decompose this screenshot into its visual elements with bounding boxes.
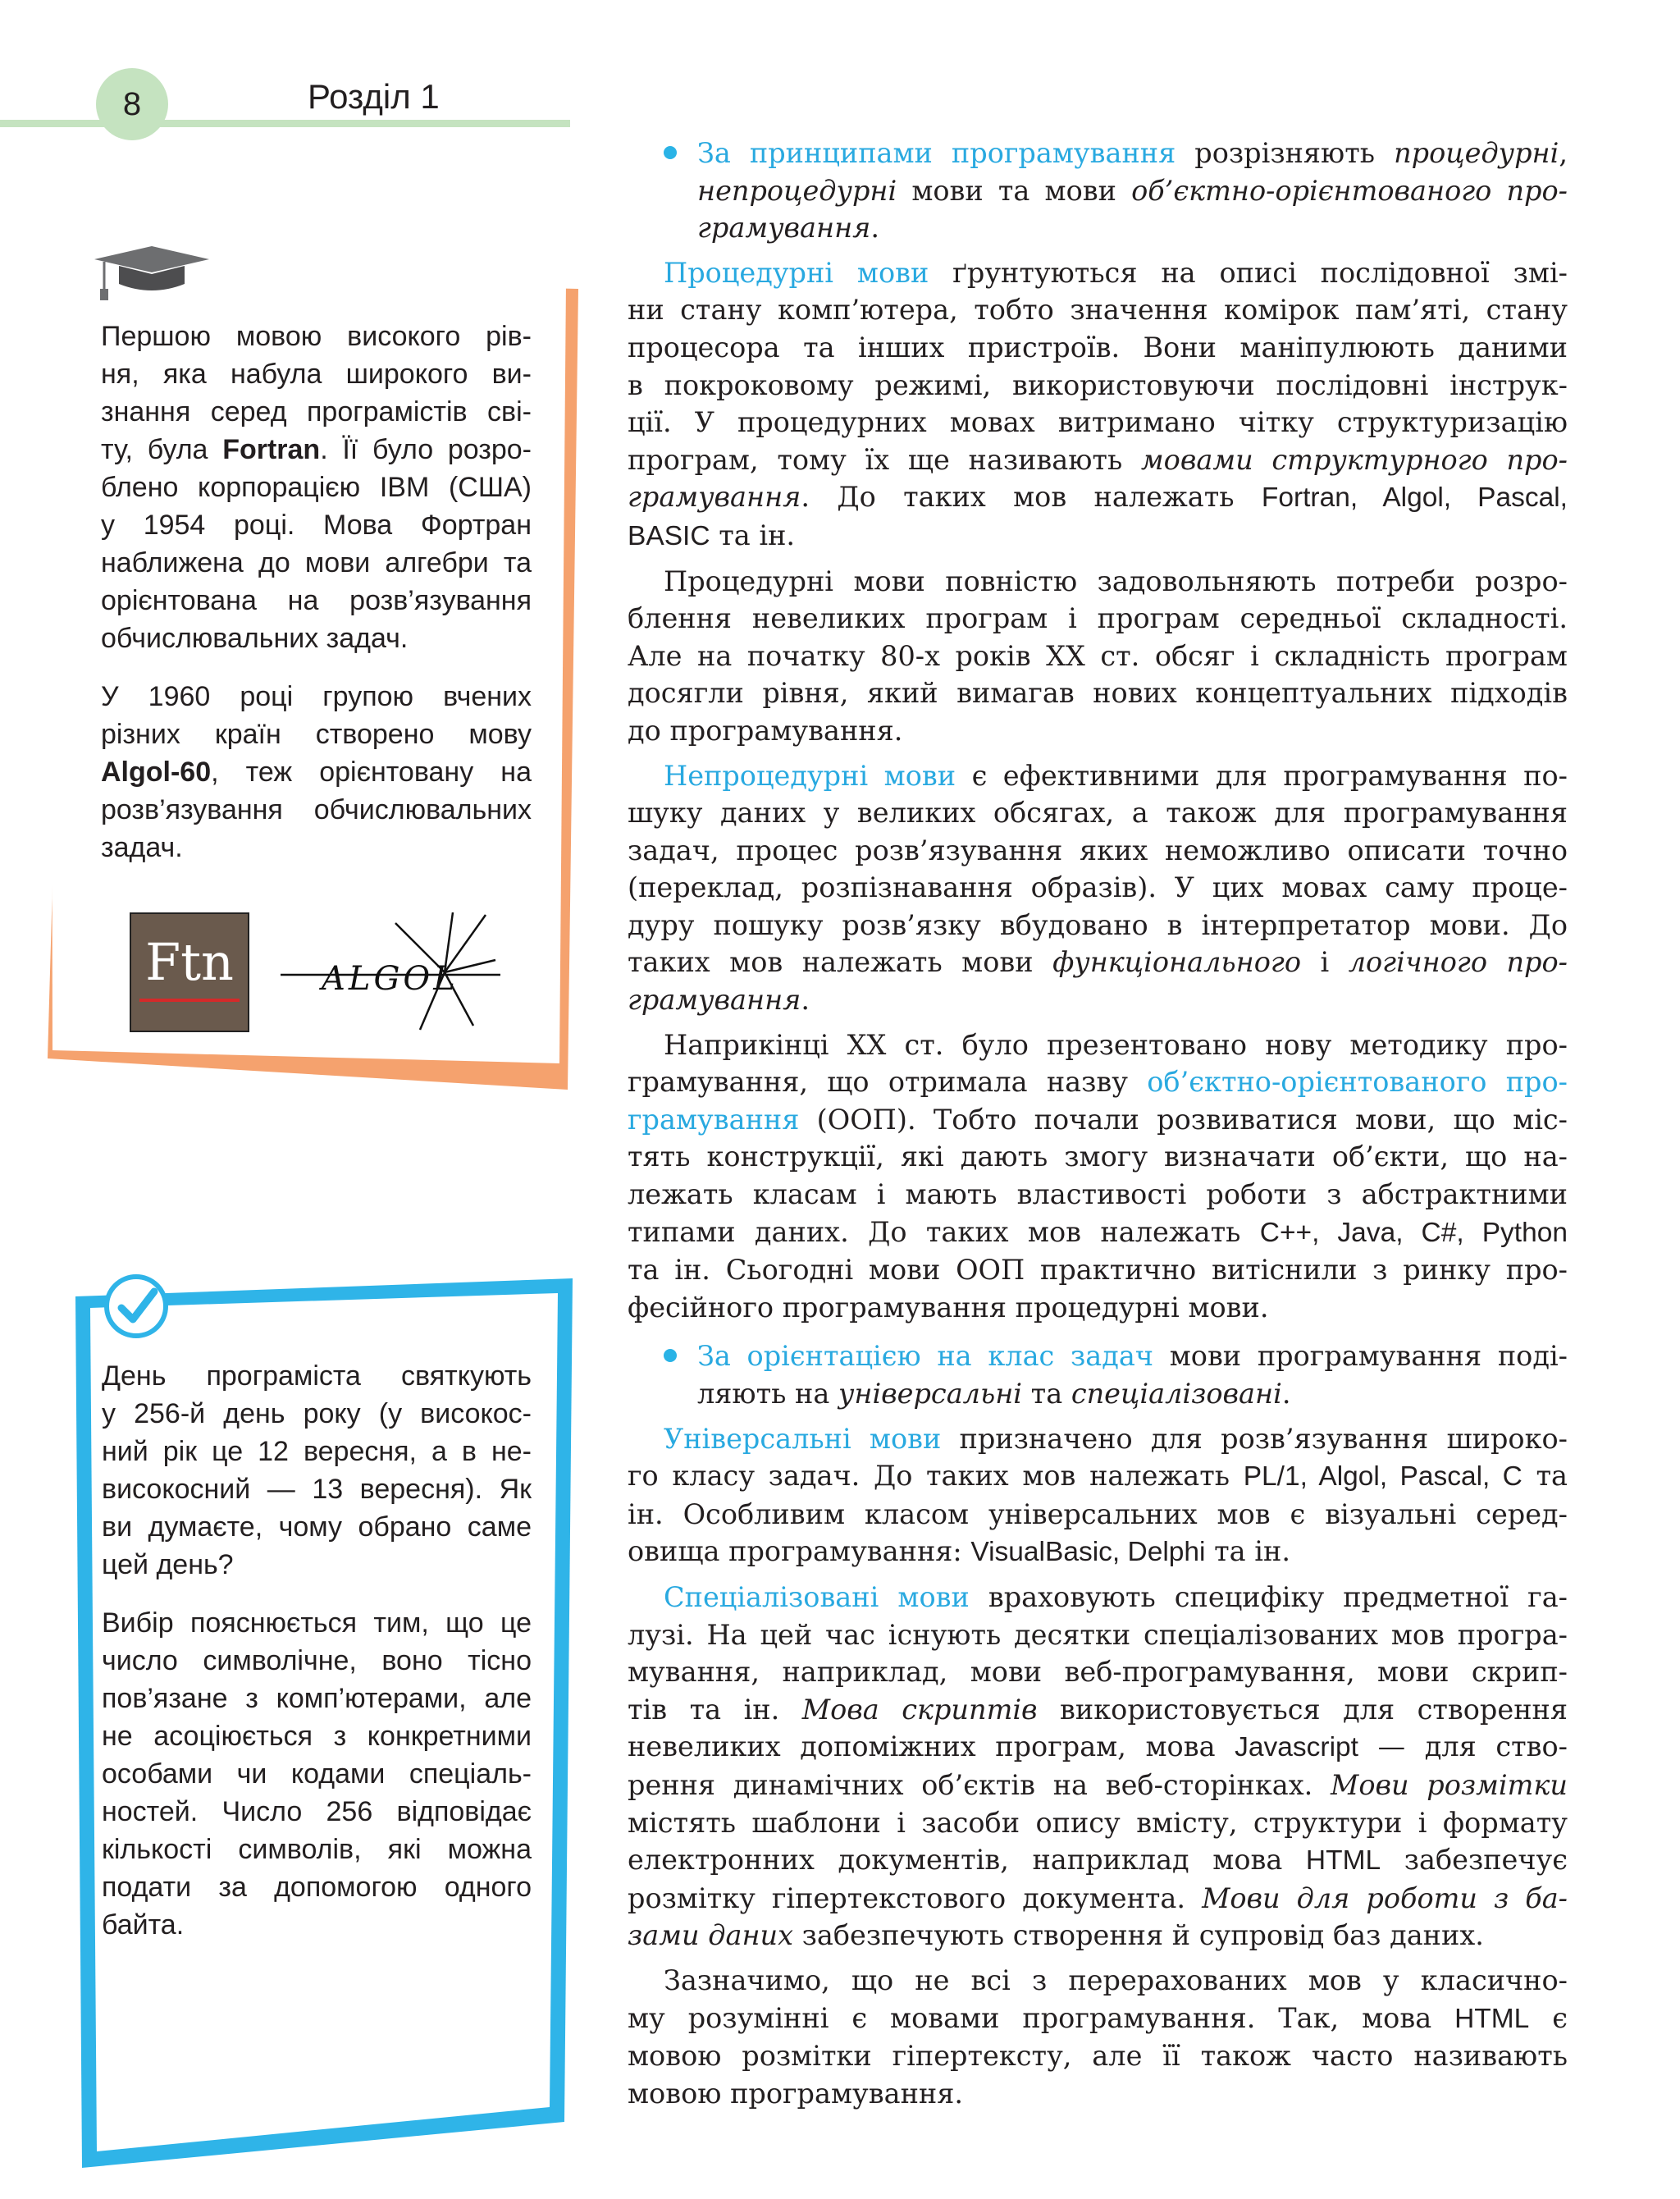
- text-line: процесора та інших пристроїв. Вони маніпулюють даними: [628, 331, 1568, 363]
- text-line: грамування, що отримала назву об’єктно-орієнтованого про-: [628, 1066, 1568, 1099]
- highlight-term: Спеціалізовані мови: [664, 1580, 970, 1613]
- svg-text:ALGOL: ALGOL: [322, 960, 459, 998]
- text-line: особами чи кодами спеціаль-: [102, 1758, 532, 1790]
- text-line: таких мов належать мови функціонального і логічного про-: [628, 946, 1568, 979]
- text-line: в покроковому режимі, використовуючи послідовні інструк-: [628, 368, 1568, 401]
- text-line: лежать класам і мають властивості роботи з абстрактними: [628, 1178, 1568, 1211]
- text-line: розмітку гіпертекстового документа. Мови для роботи з ба-: [628, 1881, 1568, 1914]
- text-line: му розумінні є мовами програмування. Так, мова HTML є: [628, 2001, 1568, 2034]
- text-line: День програміста святкують: [102, 1360, 532, 1392]
- bullet-task-class: [628, 1337, 1568, 1412]
- text-line: програм, тому їх ще називають мовами структурного про-: [628, 443, 1568, 476]
- history-sidebar: [41, 246, 582, 1091]
- text-line: ни стану комп’ютера, тобто значення комірок пам’яті, стану: [628, 294, 1568, 327]
- text-line: Процедурні мови ґрунтуються на описі послідовної змі-: [664, 256, 1568, 289]
- text-line: Спеціалізовані мови враховують специфіку предметної га-: [664, 1580, 1568, 1613]
- text-line: блено корпорацією IBM (США): [101, 472, 532, 503]
- text-line: фесійного програмування процедурні мови.: [628, 1291, 1269, 1324]
- page-number: 8: [96, 68, 168, 140]
- highlight-term: Універсальні мови: [664, 1422, 942, 1455]
- text-line: орієнтована на розв’язування: [101, 585, 532, 616]
- text-line: Універсальні мови призначено для розв’язування широко-: [664, 1422, 1568, 1455]
- text-line: Непроцедурні мови є ефективними для програмування по-: [664, 759, 1568, 792]
- text-line: ляють на універсальні та спеціалізовані.: [697, 1378, 1291, 1410]
- text-line: досягли рівня, який вимагав нових концептуальних підходів: [628, 677, 1568, 710]
- text-line: ін. Особливим класом універсальних мов є візуальні серед-: [628, 1497, 1568, 1530]
- text-line: високосний — 13 вересня). Як: [102, 1474, 532, 1505]
- text-line: грамування.: [628, 984, 810, 1017]
- text-line: За орієнтацією на клас задач мови програмування поді-: [697, 1340, 1568, 1373]
- text-line: у 1954 році. Мова Фортран: [101, 510, 532, 541]
- text-line: Вибір пояснюється тим, що це: [102, 1607, 532, 1639]
- algol-logo: [281, 911, 502, 1034]
- text-line: грамування. До таких мов належать Fortran, Algol, Pascal,: [628, 481, 1568, 514]
- text-line: невеликих допоміжних програм, мова Javascript — для ство-: [628, 1730, 1568, 1763]
- text-line: BASIC та ін.: [628, 519, 796, 551]
- text-line: зами даних забезпечують створення й супровід баз даних.: [628, 1919, 1484, 1952]
- highlight-term: За орієнтацією на клас задач: [697, 1340, 1154, 1373]
- text-line: ностей. Число 256 відповідає: [102, 1796, 532, 1827]
- text-line: (переклад, розпізнавання образів). У цих мовах саму проце-: [628, 871, 1568, 904]
- paragraph-procedural: [628, 254, 1568, 555]
- text-line: ції. У процедурних мовах витримано чітку структуризацію: [628, 406, 1568, 439]
- highlight-term: Непроцедурні мови: [664, 759, 956, 792]
- fortran-logo: Ftn: [130, 912, 249, 1032]
- algol-term: Algol-60: [101, 757, 212, 788]
- text-line: до програмування.: [628, 714, 903, 747]
- text-line: го класу задач. До таких мов належать PL/1, Algol, Pascal, C та: [628, 1460, 1568, 1493]
- text-line: Процедурні мови повністю задовольняють потреби розро-: [664, 565, 1568, 597]
- text-line: розв’язування обчислювальних: [101, 794, 532, 825]
- text-line: дуру пошуку розв’язку вбудовано в інтерпретатор мови. До: [628, 908, 1568, 941]
- text-line: Зазначимо, що не всі з перерахованих мов у класично-: [664, 1964, 1568, 1996]
- bullet-dot: [664, 146, 677, 159]
- text-line: лузі. На цей час існують десятки спеціалізованих мов програ-: [628, 1618, 1568, 1651]
- text-line: ний рік це 12 вересня, а в не-: [102, 1436, 532, 1467]
- text-line: цей день?: [102, 1549, 234, 1580]
- header-rule: [0, 120, 570, 127]
- text-line: число символічне, воно тісно: [102, 1645, 532, 1676]
- text-line: ви думаєте, чому обрано саме: [102, 1511, 532, 1543]
- history-paragraph-2: [101, 678, 532, 866]
- text-line: ту, була Fortran. Її було розро-: [101, 434, 532, 465]
- text-line: непроцедурні мови та мови об’єктно-орієнтованого про-: [697, 174, 1568, 207]
- text-line: мовою програмування.: [628, 2077, 964, 2110]
- text-line: подати за допомогою одного: [102, 1872, 532, 1903]
- graduation-cap-icon: [86, 246, 217, 308]
- text-line: типами даних. До таких мов належать C++, Java, C#, Python: [628, 1215, 1568, 1248]
- text-line: мування, наприклад, мови веб-програмування, мови скрип-: [628, 1656, 1568, 1689]
- text-line: тів та ін. Мова скриптів використовується для створення: [628, 1693, 1568, 1726]
- text-line: Algol-60, теж орієнтовану на: [101, 757, 532, 788]
- text-line: та ін. Сьогодні мови ООП практично витіснили з ринку про-: [628, 1254, 1568, 1287]
- text-line: містять шаблони і засоби опису вмісту, структури і формату: [628, 1806, 1568, 1839]
- paragraph-note: [628, 1962, 1568, 2112]
- text-line: не асоціюється з конкретними: [102, 1721, 532, 1752]
- paragraph-procedural-2: [628, 563, 1568, 750]
- fact-sidebar: [72, 1272, 581, 2199]
- text-line: ня, яка набула широкого ви-: [101, 359, 532, 390]
- highlight-term: Процедурні мови: [664, 256, 929, 289]
- text-line: грамування (ООП). Тобто почали розвиватися мови, що міс-: [628, 1103, 1568, 1136]
- fact-text: [102, 1357, 532, 1964]
- text-line: задач, процес розв’язування яких неможливо описати точно: [628, 834, 1568, 866]
- paragraph-specialized: [628, 1579, 1568, 1954]
- text-line: байта.: [102, 1909, 185, 1941]
- chapter-title: Розділ 1: [308, 77, 440, 116]
- text-line: наближена до мови алгебри та: [101, 547, 532, 578]
- text-line: задач.: [101, 832, 183, 863]
- text-line: електронних документів, наприклад мова HTML забезпечує: [628, 1844, 1568, 1877]
- paragraph-nonprocedural: [628, 757, 1568, 1019]
- text-line: у 256-й день року (у високос-: [102, 1398, 532, 1429]
- bullet-dot: [664, 1349, 677, 1362]
- bullet-programming-principles: [628, 135, 1568, 247]
- text-line: рення динамічних об’єктів на веб-сторінках. Мови розмітки: [628, 1768, 1568, 1801]
- text-line: овища програмування: VisualBasic, Delphi та ін.: [628, 1535, 1290, 1568]
- text-line: блення невеликих програм і програм середньої складності.: [628, 602, 1568, 635]
- fact-paragraph-1: [102, 1357, 532, 1584]
- checkmark-icon: [102, 1272, 171, 1341]
- text-line: Першою мовою високого рів-: [101, 321, 532, 352]
- text-line: шуку даних у великих обсягах, а також для програмування: [628, 797, 1568, 830]
- text-line: Наприкінці XX ст. було презентовано нову методику про-: [664, 1028, 1568, 1061]
- history-paragraph-1: [101, 318, 532, 657]
- text-line: мовою розмітки гіпертексту, але її також часто називають: [628, 2040, 1568, 2073]
- text-line: кількості символів, які можна: [102, 1834, 532, 1865]
- highlight-term: об’єктно-орієнтованого про-: [1147, 1066, 1568, 1099]
- paragraph-universal: [628, 1420, 1568, 1571]
- text-line: тять конструкції, які дають змогу визначати об’єкти, що на-: [628, 1141, 1568, 1173]
- history-text: [101, 318, 532, 887]
- fact-paragraph-2: [102, 1604, 532, 1944]
- fortran-term: Fortran: [222, 434, 321, 465]
- text-line: пов’язане з комп’ютерами, але: [102, 1683, 532, 1714]
- highlight-term: За принципами програмування: [697, 137, 1176, 169]
- text-line: обчислювальних задач.: [101, 623, 409, 654]
- text-line: грамування.: [697, 212, 879, 245]
- text-line: знання серед програмістів сві-: [101, 396, 532, 427]
- highlight-term: грамування: [628, 1103, 800, 1136]
- paragraph-oop: [628, 1026, 1568, 1327]
- text-line: У 1960 році групою вчених: [101, 681, 532, 712]
- text-line: різних країн створено мову: [101, 719, 532, 750]
- text-line: Але на початку 80-х років XX ст. обсяг і складність програм: [628, 639, 1568, 672]
- text-line: За принципами програмування розрізняють процедурні,: [697, 137, 1568, 169]
- main-text: [628, 135, 1568, 2119]
